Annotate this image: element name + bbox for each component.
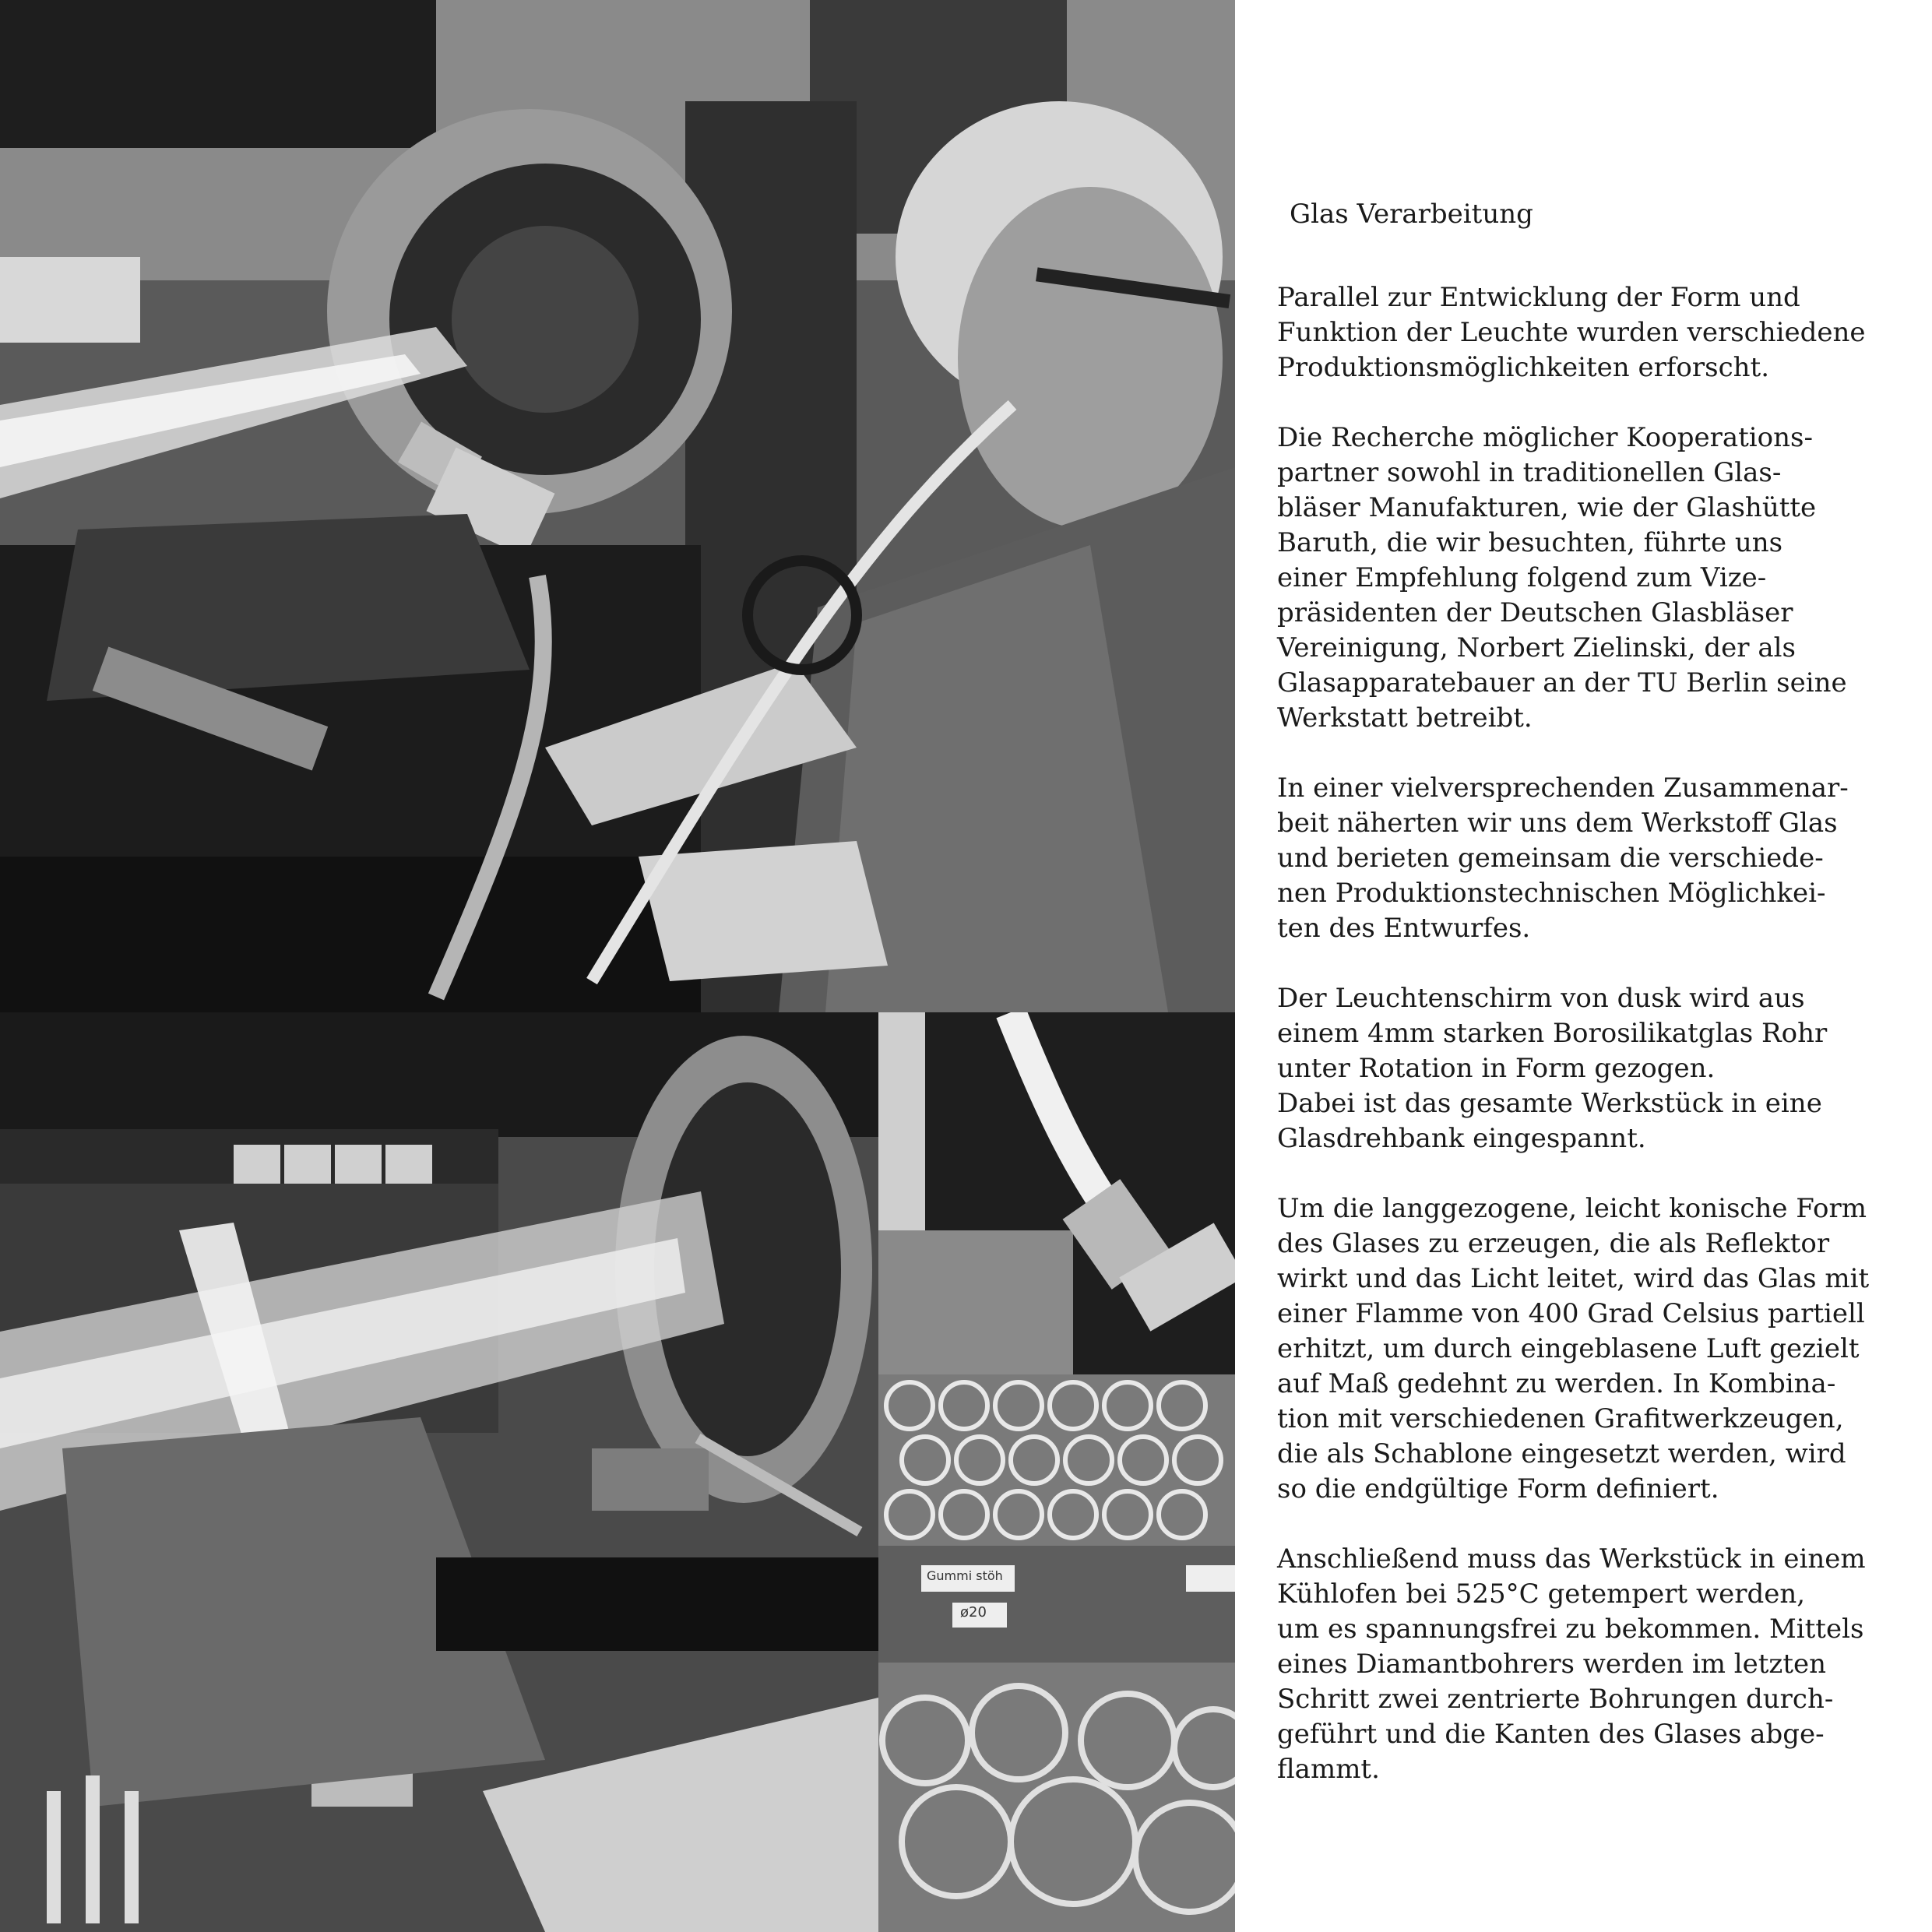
photo-lathe-flame	[0, 1012, 878, 1932]
photo-lathe-illustration	[0, 1012, 878, 1932]
photo-tube-burner	[878, 1012, 1235, 1374]
photo-glassblower-illustration	[0, 0, 1235, 1012]
photo-tube-burner-illustration	[878, 1012, 1235, 1374]
paragraph-lampshade: Der Leuchtenschirm von dusk wird aus einem 4mm starken Borosilikatglas Rohr unter Rotation in Form gezogen. Dabei ist das gesamte Werkstück in eine Glasdrehbank eingespannt.	[1277, 982, 1828, 1154]
photo-glass-tube-stock	[878, 1374, 1235, 1932]
section-title: Glas Verarbeitung	[1290, 199, 1533, 230]
bin-label-size: ø20	[960, 1604, 987, 1621]
text-column	[1277, 199, 1916, 1822]
photo-glassblower-at-lathe	[0, 0, 1235, 1012]
bin-label-name: Gummi stöh	[927, 1568, 1003, 1583]
paragraph-shaping: Um die langgezogene, leicht konische Form des Glases zu erzeugen, die als Reflektor wirkt und das Licht leitet, wird das Glas mit einer Flamme von 400 Grad Celsius partiell erhitzt, um durch eingeblasene Luft gezielt auf Maß gedehnt zu werden. In Kombina- tion mit verschiedenen Grafitwerkzeugen, die als Schablone eingesetzt werden, wird so die endgültige Form definiert.	[1277, 1192, 1870, 1504]
paragraph-intro: Parallel zur Entwicklung der Form und Funktion der Leuchte wurden verschiedene Produktionsmöglichkeiten erforscht.	[1277, 281, 1866, 383]
paragraph-collaboration: In einer vielversprechenden Zusammenar- beit näherten wir uns dem Werkstoff Glas und berieten gemeinsam die verschiede- nen Produktionstechnischen Möglichkei- ten des Entwurfes.	[1277, 772, 1849, 944]
photo-tube-stock-illustration	[878, 1374, 1235, 1932]
paragraph-research: Die Recherche möglicher Kooperations- partner sowohl in traditionellen Glas- bläser Manufakturen, wie der Glashütte Baruth, die wir besuchten, führte uns einer Empfehlung folgend zum Vize- präsidenten der Deutschen Glasbläser Vereinigung, Norbert Zielinski, der als Glasapparatebauer an der TU Berlin seine Werkstatt betreibt.	[1277, 421, 1847, 734]
paragraph-finishing: Anschließend muss das Werkstück in einem Kühlofen bei 525°C getempert werden, um es spannungsfrei zu bekommen. Mittels eines Diamantbohrers werden im letzten Schritt zwei zentrierte Bohrungen durch- geführt und die Kanten des Glases abge- flammt.	[1277, 1543, 1866, 1785]
